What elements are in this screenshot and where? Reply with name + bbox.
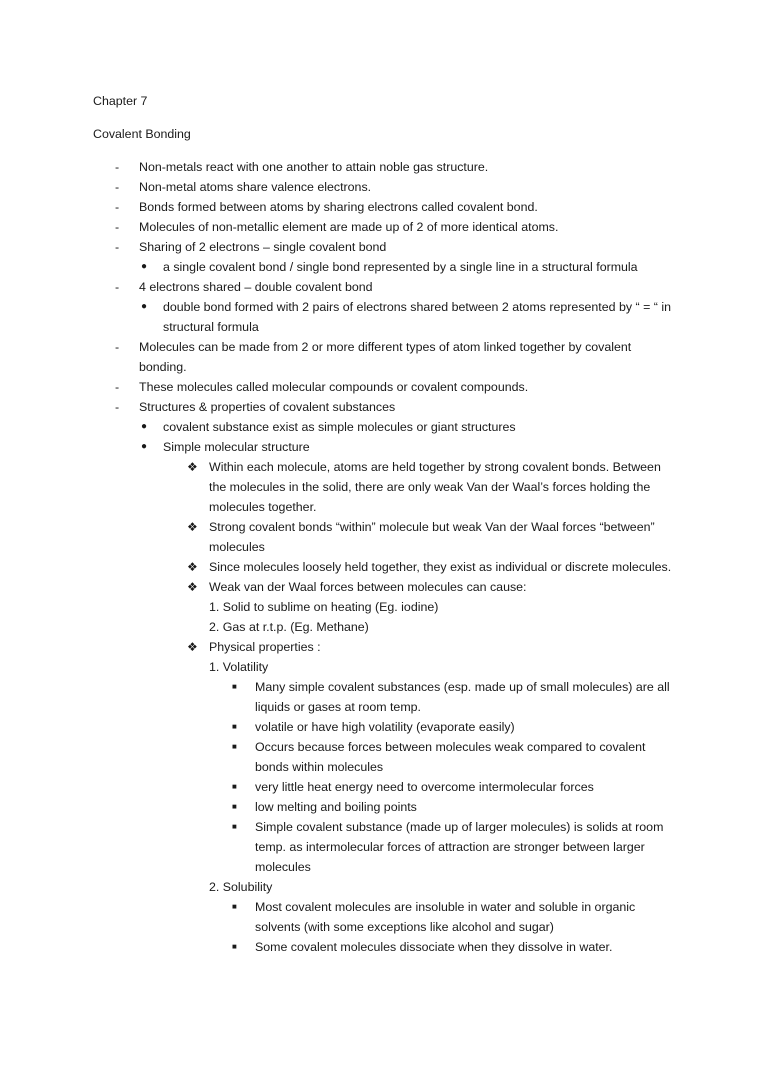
point-item: [231, 677, 678, 717]
dash-marker: -: [115, 180, 120, 194]
list-item: [115, 157, 678, 177]
detail-item: [186, 637, 678, 657]
bullet-icon: ●: [141, 441, 148, 452]
point-item: [231, 817, 678, 877]
point-item-text: Some covalent molecules dissociate when they dissolve in water.: [255, 940, 613, 954]
point-item: [231, 737, 678, 777]
dash-marker: -: [115, 400, 120, 414]
list-item: [115, 397, 678, 417]
sub-list-item-text: a single covalent bond / single bond represented by a single line in a structural formula: [163, 260, 638, 274]
list-item-text: 4 electrons shared – double covalent bond: [139, 280, 373, 294]
sub-list-item-text: Simple molecular structure: [163, 440, 310, 454]
bullet-icon: ●: [141, 421, 148, 432]
sub-list-item-text: covalent substance exist as simple molecules or giant structures: [163, 420, 516, 434]
point-item: [231, 897, 678, 937]
point-item-text: low melting and boiling points: [255, 800, 417, 814]
bullet-icon: ●: [141, 261, 148, 272]
detail-item-text: Within each molecule, atoms are held together by strong covalent bonds. Between the molecules in the solid, there are only weak Van der Waal’s forces holding the molecules together.: [209, 460, 661, 514]
dash-marker: -: [115, 380, 120, 394]
dash-marker: -: [115, 160, 120, 174]
detail-item-text: Since molecules loosely held together, they exist as individual or discrete molecules.: [209, 560, 672, 574]
point-item-text: Simple covalent substance (made up of larger molecules) is solids at room temp. as intermolecular forces of attraction are stronger between larger molecules: [255, 820, 664, 874]
sub-list-item: [139, 297, 678, 337]
square-icon: ■: [232, 722, 237, 731]
square-icon: ■: [232, 902, 237, 911]
point-item-text: Many simple covalent substances (esp. made up of small molecules) are all liquids or gases at room temp.: [255, 680, 670, 714]
diamond-icon: ❖: [187, 520, 198, 534]
numbered-line: 1. Solid to sublime on heating (Eg. iodine): [209, 600, 439, 614]
numbered-heading: 1. Volatility: [209, 660, 269, 674]
dash-marker: -: [115, 340, 120, 354]
square-icon: ■: [232, 822, 237, 831]
numbered-heading: 2. Solubility: [209, 880, 273, 894]
point-item-text: very little heat energy need to overcome intermolecular forces: [255, 780, 594, 794]
list-item-text: Non-metal atoms share valence electrons.: [139, 180, 372, 194]
list-item-text: Bonds formed between atoms by sharing electrons called covalent bond.: [139, 200, 538, 214]
section-heading: Covalent Bonding: [93, 127, 191, 141]
square-icon: ■: [232, 782, 237, 791]
notes-list: [93, 157, 678, 957]
dash-marker: -: [115, 200, 120, 214]
list-item: [115, 377, 678, 397]
square-icon: ■: [232, 742, 237, 751]
list-item-text: Structures & properties of covalent substances: [139, 400, 396, 414]
list-item-text: Non-metals react with one another to attain noble gas structure.: [139, 160, 489, 174]
detail-item-text: Physical properties :: [209, 640, 321, 654]
list-item: [115, 197, 678, 217]
square-icon: ■: [232, 802, 237, 811]
detail-item: [186, 577, 678, 597]
point-item-text: Occurs because forces between molecules weak compared to covalent bonds within molecules: [255, 740, 646, 774]
sub-list-item-text: double bond formed with 2 pairs of electrons shared between 2 atoms represented by “ = “ in structural formula: [163, 300, 671, 334]
list-item-text: Sharing of 2 electrons – single covalent bond: [139, 240, 387, 254]
list-item: [115, 177, 678, 197]
dash-marker: -: [115, 280, 120, 294]
point-item: [231, 717, 678, 737]
numbered-line: 2. Gas at r.t.p. (Eg. Methane): [209, 620, 369, 634]
detail-item-text: Strong covalent bonds “within” molecule but weak Van der Waal forces “between” molecules: [209, 520, 655, 554]
detail-item: [186, 457, 678, 517]
diamond-icon: ❖: [187, 460, 198, 474]
list-item: [115, 217, 678, 237]
sub-list-item: [139, 257, 678, 277]
dash-marker: -: [115, 220, 120, 234]
list-item-text: Molecules can be made from 2 or more different types of atom linked together by covalent bonding.: [139, 340, 632, 374]
list-item-text: These molecules called molecular compounds or covalent compounds.: [139, 380, 529, 394]
square-icon: ■: [232, 682, 237, 691]
detail-item-text: Weak van der Waal forces between molecules can cause:: [209, 580, 527, 594]
dash-marker: -: [115, 240, 120, 254]
sub-list-item: [139, 417, 678, 437]
square-icon: ■: [232, 942, 237, 951]
list-item: [115, 337, 678, 377]
bullet-icon: ●: [141, 301, 148, 312]
diamond-icon: ❖: [187, 580, 198, 594]
sub-list-item: [139, 437, 678, 457]
diamond-icon: ❖: [187, 560, 198, 574]
point-item-text: Most covalent molecules are insoluble in water and soluble in organic solvents (with some exceptions like alcohol and sugar): [255, 900, 636, 934]
detail-item: [186, 557, 678, 577]
chapter-title: Chapter 7: [93, 94, 148, 108]
list-item: [115, 277, 678, 297]
point-item: [231, 937, 678, 957]
list-item: [115, 237, 678, 257]
list-item-text: Molecules of non-metallic element are made up of 2 of more identical atoms.: [139, 220, 559, 234]
detail-item: [186, 517, 678, 557]
point-item-text: volatile or have high volatility (evaporate easily): [255, 720, 515, 734]
diamond-icon: ❖: [187, 640, 198, 654]
point-item: [231, 797, 678, 817]
point-item: [231, 777, 678, 797]
